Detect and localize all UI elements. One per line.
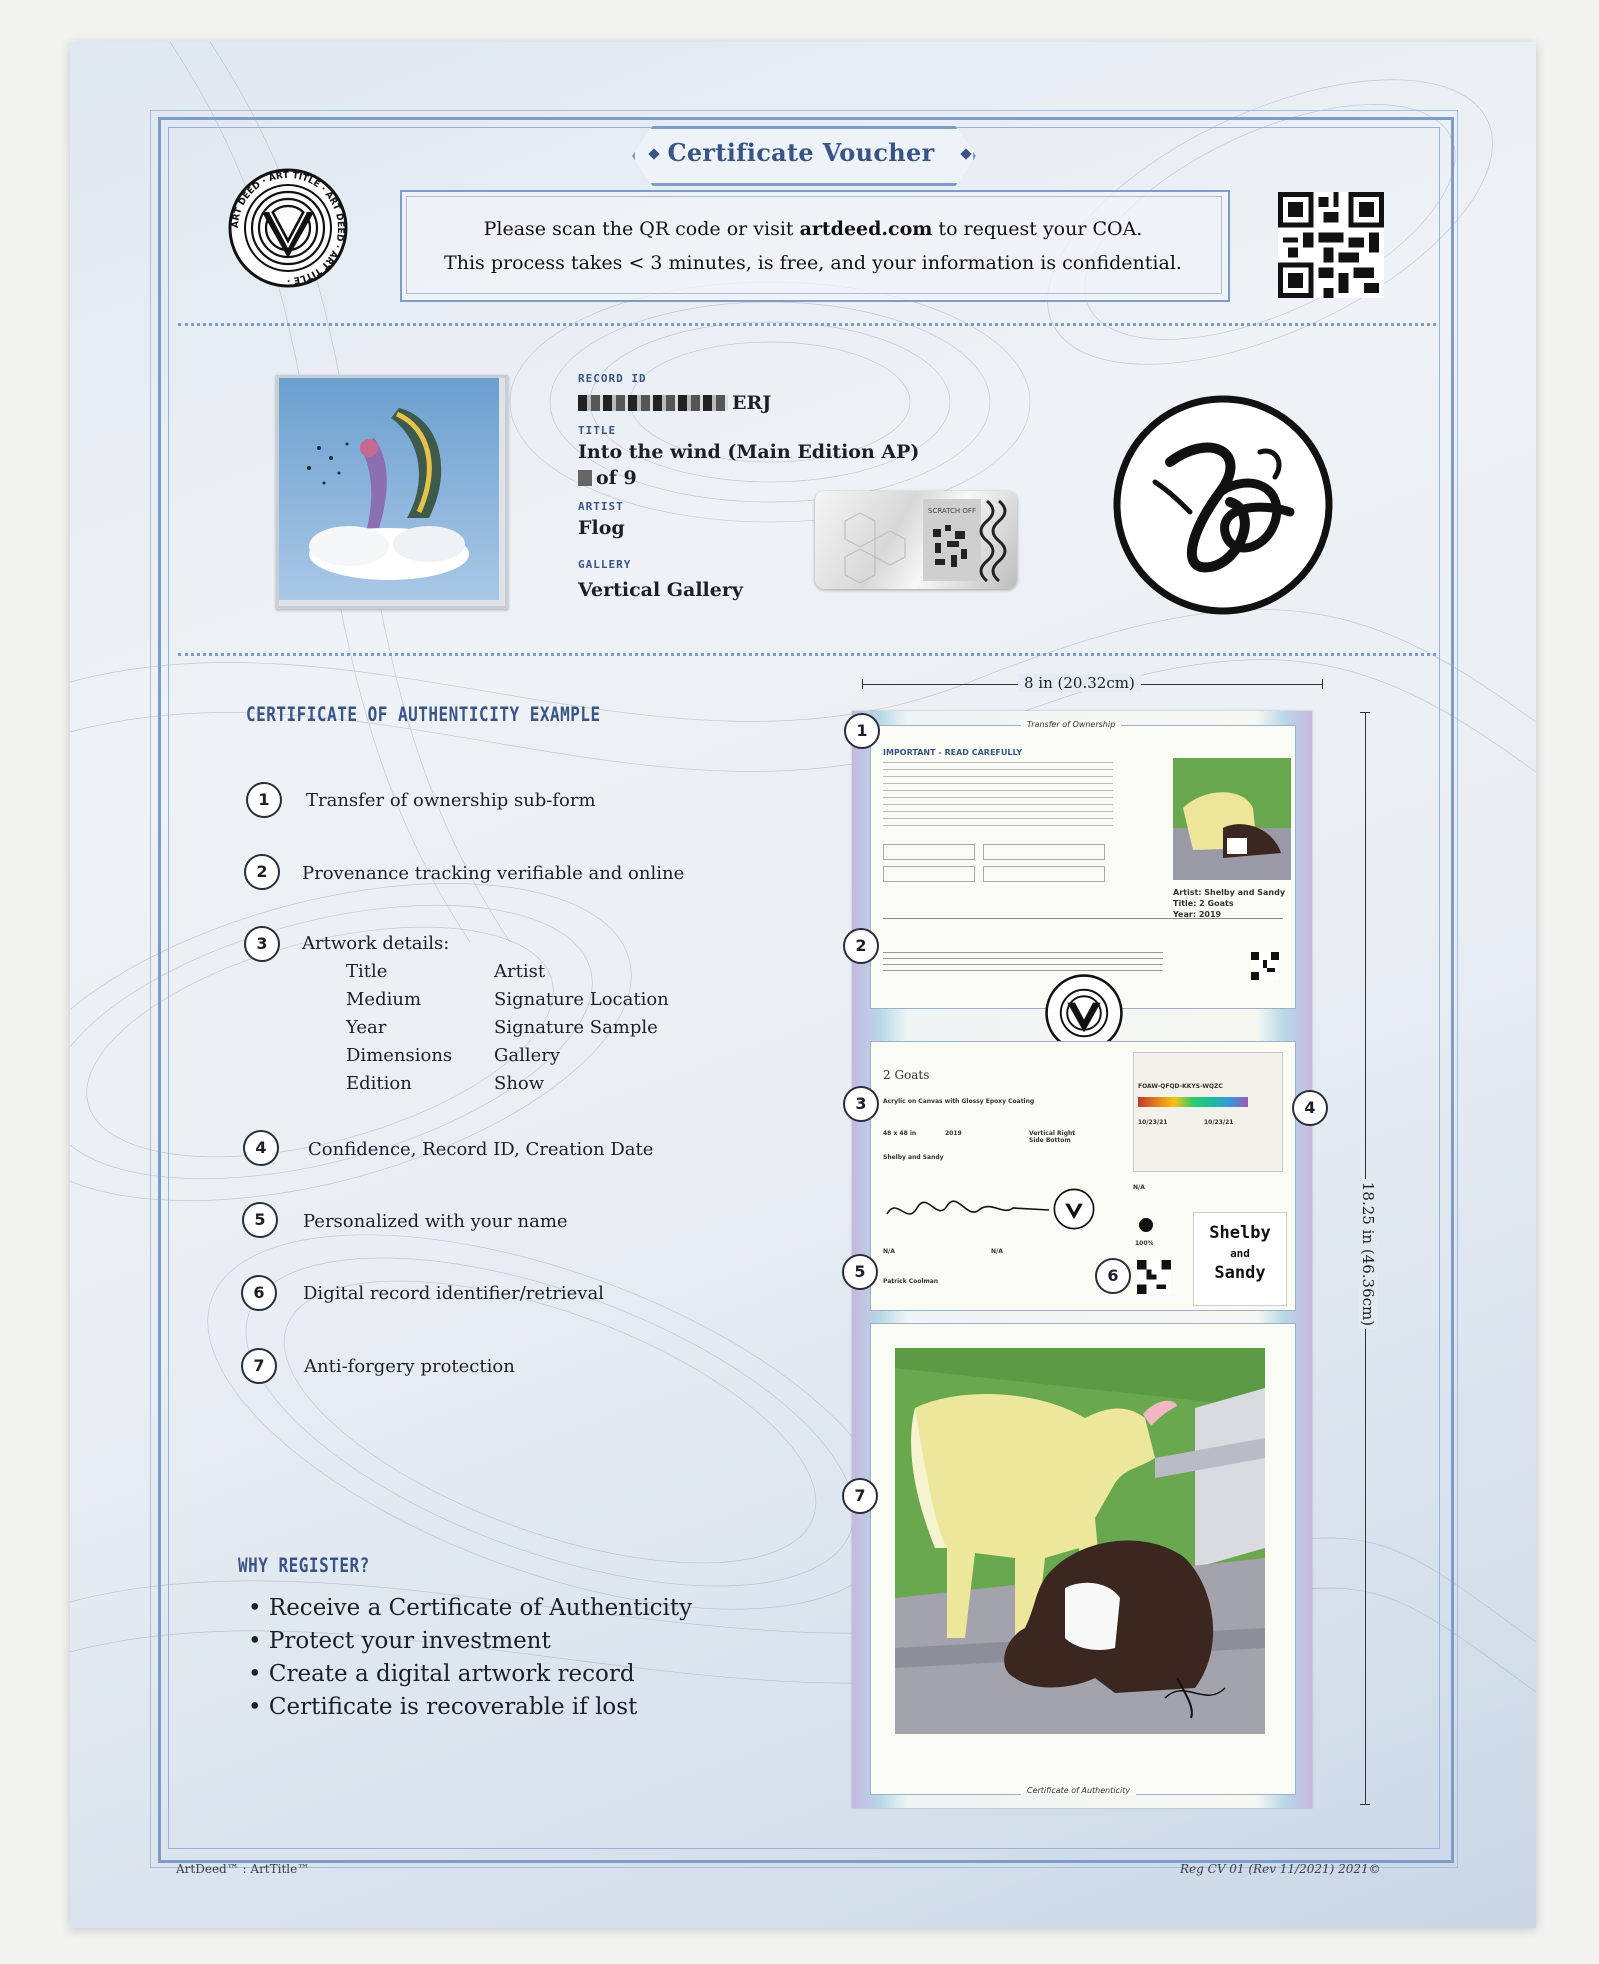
detail-dimensions: Dimensions <box>346 1045 453 1066</box>
form-field-3 <box>883 866 975 882</box>
record-id-suffix: ERJ <box>732 392 772 414</box>
header-divider <box>178 323 1436 326</box>
qr-code-icon[interactable] <box>1278 192 1384 298</box>
signature-line <box>883 918 1283 919</box>
item-3-text: Artwork details: <box>302 933 450 954</box>
marker-3: 3 <box>244 926 280 962</box>
instruction-line-1 <box>400 218 1226 240</box>
coa-bottom-banner: Certificate of Authenticity <box>1021 1786 1136 1795</box>
confidence-bar <box>1138 1097 1248 1107</box>
item-2-text: Provenance tracking verifiable and online <box>302 863 685 884</box>
transfer-thumbnail-image <box>1173 758 1291 880</box>
item-1-text: Transfer of ownership sub-form <box>306 790 596 811</box>
hologram-pattern-icon <box>815 491 1017 589</box>
instruction-box-inner <box>406 196 1222 294</box>
bullet-4: • Certificate is recoverable if lost <box>248 1694 638 1720</box>
transfer-fine-print <box>883 762 1113 832</box>
goat-artwork-image <box>895 1348 1265 1734</box>
coa-marker-7: 7 <box>842 1478 878 1514</box>
width-guide-tick-left <box>862 679 863 689</box>
caption-artist: Artist: Shelby and Sandy <box>1173 888 1286 897</box>
transfer-heading: IMPORTANT - READ CAREFULLY <box>883 748 1023 757</box>
bullet-1: • Receive a Certificate of Authenticity <box>248 1595 693 1621</box>
coa-qr-icon <box>1137 1260 1171 1294</box>
banner-title: Certificate Voucher <box>667 138 935 167</box>
detail-signature-sample: Signature Sample <box>494 1017 658 1038</box>
coa-small-seal-icon <box>1053 1188 1095 1230</box>
detail-year: Year <box>346 1017 387 1038</box>
footer-left: ArtDeed™ : ArtTitle™ <box>176 1862 310 1876</box>
detail-title: Title <box>346 961 388 982</box>
confidence-dial-icon <box>1139 1218 1153 1232</box>
details-panel <box>870 1041 1296 1311</box>
detail-artist: Artist <box>494 961 546 982</box>
item-6-text: Digital record identifier/retrieval <box>303 1283 604 1304</box>
lettering-shelby: Shelby <box>1209 1223 1271 1243</box>
detail-medium: Medium <box>346 989 422 1010</box>
detail-signature-location: Signature Location <box>494 989 669 1010</box>
transfer-banner: Transfer of Ownership <box>1021 720 1121 729</box>
artwork-image <box>279 378 499 600</box>
title-label: TITLE <box>578 424 617 437</box>
svg-text:ART DEED · ART TITLE · ART DEE: ART DEED · ART TITLE · ART DEED · ART TITLE · <box>230 170 346 286</box>
caption-year: Year: 2019 <box>1173 910 1222 919</box>
coa-owner: Patrick Coolman <box>883 1278 939 1285</box>
item-4-text: Confidence, Record ID, Creation Date <box>308 1139 654 1160</box>
marker-6: 6 <box>241 1275 277 1311</box>
marker-1: 1 <box>246 782 282 818</box>
coa-signature-sample <box>883 1192 1053 1228</box>
title-value: Into the wind (Main Edition AP) <box>578 441 920 463</box>
why-register-title: WHY REGISTER? <box>238 1554 370 1577</box>
caption-title: Title: 2 Goats <box>1173 899 1234 908</box>
record-id-label: RECORD ID <box>578 372 647 385</box>
coa-record-box <box>1133 1052 1283 1172</box>
artwork-thumbnail <box>276 375 508 609</box>
redacted-block <box>578 395 728 411</box>
coa-na-1: N/A <box>883 1248 895 1255</box>
coa-marker-4: 4 <box>1292 1090 1328 1126</box>
detail-gallery: Gallery <box>494 1045 561 1066</box>
coa-marker-2: 2 <box>843 928 879 964</box>
record-divider <box>178 653 1436 656</box>
instruction-suffix: to request your COA. <box>932 218 1143 240</box>
coa-na-3: N/A <box>1133 1184 1145 1191</box>
transfer-qr-icon <box>1251 952 1279 980</box>
coa-artist: Shelby and Sandy <box>883 1154 944 1161</box>
lettering-and: and <box>1230 1247 1250 1260</box>
artist-value: Flog <box>578 517 625 539</box>
height-guide-tick-bottom <box>1360 1804 1370 1805</box>
coa-confidence: 100% <box>1135 1240 1154 1247</box>
hand-lettering-box <box>1193 1212 1287 1306</box>
coa-marker-1: 1 <box>844 713 880 749</box>
coa-date-1: 10/23/21 <box>1138 1119 1168 1126</box>
coa-year: 2019 <box>945 1130 962 1137</box>
bullet-2: • Protect your investment <box>248 1628 551 1654</box>
edition-text: of 9 <box>596 467 637 489</box>
coa-na-2: N/A <box>991 1248 1003 1255</box>
instruction-line-2: This process takes < 3 minutes, is free, and your information is confidential. <box>444 252 1182 274</box>
lettering-sandy: Sandy <box>1214 1263 1266 1283</box>
coa-date-2: 10/23/21 <box>1204 1119 1234 1126</box>
edition-value <box>578 467 637 489</box>
gallery-label: GALLERY <box>578 558 632 571</box>
coa-marker-3: 3 <box>843 1086 879 1122</box>
gallery-value: Vertical Gallery <box>578 579 743 601</box>
detail-edition: Edition <box>346 1073 412 1094</box>
footer-right: Reg CV 01 (Rev 11/2021) 2021© <box>1180 1862 1381 1876</box>
bullet-3: • Create a digital artwork record <box>248 1661 635 1687</box>
hologram-sticker[interactable] <box>815 491 1017 589</box>
transfer-subform-panel <box>870 720 1296 1009</box>
width-guide-tick-right <box>1322 679 1323 689</box>
artist-signature-seal-icon <box>1110 392 1336 618</box>
height-label: 18.25 in (46.36cm) <box>1359 1179 1377 1329</box>
item-7-text: Anti-forgery protection <box>304 1356 515 1377</box>
height-guide-tick-top <box>1360 712 1370 713</box>
artdeed-link[interactable]: artdeed.com <box>799 218 933 240</box>
form-field-1 <box>883 844 975 860</box>
instruction-prefix: Please scan the QR code or visit <box>483 218 800 240</box>
coa-medium: Acrylic on Canvas with Glossy Epoxy Coating <box>883 1098 1035 1105</box>
coa-marker-5: 5 <box>842 1254 878 1290</box>
item-5-text: Personalized with your name <box>303 1211 568 1232</box>
width-label: 8 in (20.32cm) <box>1018 674 1141 692</box>
record-id-value <box>578 393 771 413</box>
coa-dimensions: 48 x 48 in <box>883 1130 917 1137</box>
coa-signature-location: Vertical Right Side Bottom <box>1029 1130 1076 1144</box>
coa-record-code: FOAW-QFQD-KKYS-WQZC <box>1138 1083 1223 1090</box>
marker-5: 5 <box>242 1202 278 1238</box>
artist-label: ARTIST <box>578 500 624 513</box>
marker-4: 4 <box>243 1130 279 1166</box>
form-field-4 <box>983 866 1105 882</box>
svg-text:SCRATCH OFF: SCRATCH OFF <box>928 507 976 515</box>
coa-example-title: CERTIFICATE OF AUTHENTICITY EXAMPLE <box>246 703 601 726</box>
art-deed-logo-icon <box>226 166 350 290</box>
coa-marker-6: 6 <box>1095 1258 1131 1294</box>
form-field-2 <box>983 844 1105 860</box>
detail-show: Show <box>494 1073 545 1094</box>
coa-artwork-title: 2 Goats <box>883 1068 930 1082</box>
marker-2: 2 <box>244 854 280 890</box>
redacted-edition <box>578 470 592 486</box>
marker-7: 7 <box>241 1348 277 1384</box>
